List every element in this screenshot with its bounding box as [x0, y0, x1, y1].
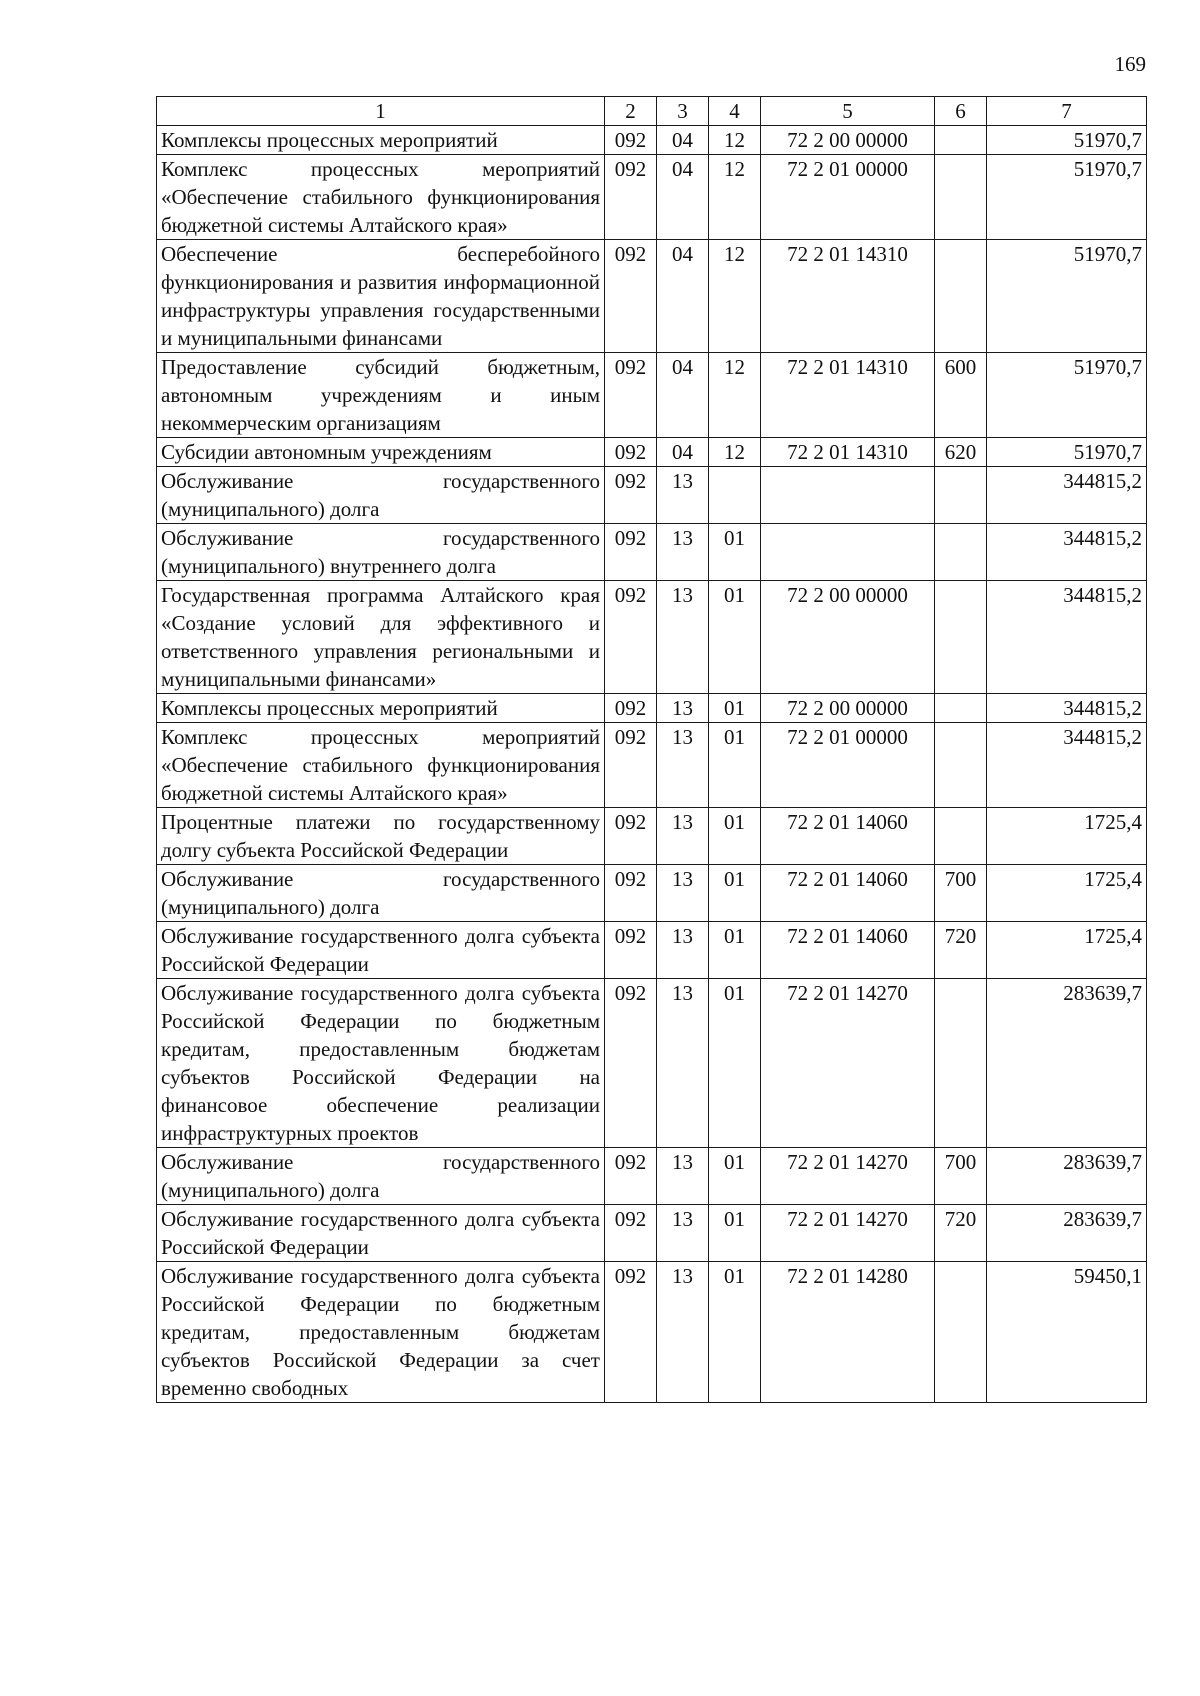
table-row [157, 1148, 1147, 1205]
column-header: 1 [157, 97, 605, 126]
item-name-cell: Государственная программа Алтайского края «Создание условий для эффективного и ответственного управления региональными и муниципальными финансами» [157, 581, 605, 694]
ministry-code-cell: 092 [605, 979, 657, 1148]
table-row [157, 979, 1147, 1148]
amount-cell: 51970,7 [987, 438, 1147, 467]
table-row [157, 808, 1147, 865]
target-item-cell: 72 2 01 14310 [761, 438, 935, 467]
item-name-cell: Обслуживание государственного долга субъекта Российской Федерации [157, 1205, 605, 1262]
subsection-cell: 01 [709, 979, 761, 1148]
section-cell: 13 [657, 865, 709, 922]
table-row [157, 1262, 1147, 1403]
expense-type-cell: 620 [935, 438, 987, 467]
amount-cell: 59450,1 [987, 1262, 1147, 1403]
expense-type-cell: 700 [935, 1148, 987, 1205]
ministry-code-cell: 092 [605, 1262, 657, 1403]
table-row [157, 467, 1147, 524]
ministry-code-cell: 092 [605, 353, 657, 438]
expense-type-cell [935, 155, 987, 240]
amount-cell: 51970,7 [987, 353, 1147, 438]
target-item-cell: 72 2 01 00000 [761, 723, 935, 808]
table-row [157, 126, 1147, 155]
expense-type-cell [935, 240, 987, 353]
table-row [157, 353, 1147, 438]
table-row [157, 524, 1147, 581]
subsection-cell: 01 [709, 1205, 761, 1262]
subsection-cell: 01 [709, 808, 761, 865]
expense-type-cell [935, 723, 987, 808]
expense-type-cell [935, 467, 987, 524]
expense-type-cell [935, 126, 987, 155]
subsection-cell: 01 [709, 1148, 761, 1205]
item-name-cell: Обслуживание государственного долга субъекта Российской Федерации [157, 922, 605, 979]
item-name-cell: Комплексы процессных мероприятий [157, 126, 605, 155]
ministry-code-cell: 092 [605, 694, 657, 723]
section-cell: 13 [657, 808, 709, 865]
expense-type-cell [935, 808, 987, 865]
subsection-cell: 12 [709, 126, 761, 155]
table-row [157, 155, 1147, 240]
target-item-cell: 72 2 01 14060 [761, 865, 935, 922]
amount-cell: 51970,7 [987, 240, 1147, 353]
ministry-code-cell: 092 [605, 467, 657, 524]
item-name-cell: Комплексы процессных мероприятий [157, 694, 605, 723]
target-item-cell: 72 2 00 00000 [761, 581, 935, 694]
amount-cell: 344815,2 [987, 723, 1147, 808]
table-row [157, 438, 1147, 467]
table-row [157, 1205, 1147, 1262]
ministry-code-cell: 092 [605, 1148, 657, 1205]
amount-cell: 1725,4 [987, 865, 1147, 922]
section-cell: 04 [657, 155, 709, 240]
expense-type-cell [935, 1262, 987, 1403]
amount-cell: 344815,2 [987, 581, 1147, 694]
target-item-cell: 72 2 01 14270 [761, 1148, 935, 1205]
section-cell: 13 [657, 581, 709, 694]
column-header: 4 [709, 97, 761, 126]
amount-cell: 344815,2 [987, 467, 1147, 524]
expense-type-cell [935, 581, 987, 694]
table-row [157, 581, 1147, 694]
subsection-cell: 01 [709, 581, 761, 694]
expense-type-cell: 600 [935, 353, 987, 438]
target-item-cell: 72 2 01 14310 [761, 240, 935, 353]
item-name-cell: Обслуживание государственного (муниципального) долга [157, 467, 605, 524]
target-item-cell: 72 2 01 14270 [761, 979, 935, 1148]
target-item-cell [761, 467, 935, 524]
amount-cell: 283639,7 [987, 979, 1147, 1148]
amount-cell: 283639,7 [987, 1205, 1147, 1262]
header-row [157, 97, 1147, 126]
section-cell: 04 [657, 353, 709, 438]
target-item-cell: 72 2 01 14280 [761, 1262, 935, 1403]
target-item-cell: 72 2 00 00000 [761, 694, 935, 723]
subsection-cell: 01 [709, 922, 761, 979]
section-cell: 13 [657, 723, 709, 808]
section-cell: 13 [657, 467, 709, 524]
ministry-code-cell: 092 [605, 1205, 657, 1262]
item-name-cell: Обслуживание государственного долга субъекта Российской Федерации по бюджетным кредитам, предоставленным бюджетам субъектов Российской Федерации за счет временно свободных [157, 1262, 605, 1403]
subsection-cell [709, 467, 761, 524]
ministry-code-cell: 092 [605, 240, 657, 353]
item-name-cell: Субсидии автономным учреждениям [157, 438, 605, 467]
item-name-cell: Обслуживание государственного (муниципального) долга [157, 1148, 605, 1205]
section-cell: 04 [657, 240, 709, 353]
subsection-cell: 12 [709, 438, 761, 467]
subsection-cell: 01 [709, 865, 761, 922]
ministry-code-cell: 092 [605, 922, 657, 979]
column-header: 7 [987, 97, 1147, 126]
amount-cell: 51970,7 [987, 155, 1147, 240]
page-number: 169 [1114, 52, 1146, 76]
table-row [157, 922, 1147, 979]
section-cell: 13 [657, 694, 709, 723]
target-item-cell [761, 524, 935, 581]
subsection-cell: 12 [709, 353, 761, 438]
table-row [157, 240, 1147, 353]
amount-cell: 1725,4 [987, 808, 1147, 865]
expense-type-cell: 720 [935, 922, 987, 979]
expense-type-cell [935, 524, 987, 581]
expense-type-cell [935, 979, 987, 1148]
section-cell: 13 [657, 979, 709, 1148]
section-cell: 04 [657, 126, 709, 155]
ministry-code-cell: 092 [605, 155, 657, 240]
column-header: 5 [761, 97, 935, 126]
ministry-code-cell: 092 [605, 524, 657, 581]
amount-cell: 344815,2 [987, 694, 1147, 723]
column-header: 3 [657, 97, 709, 126]
target-item-cell: 72 2 01 14270 [761, 1205, 935, 1262]
ministry-code-cell: 092 [605, 126, 657, 155]
column-header: 6 [935, 97, 987, 126]
budget-table [156, 96, 1147, 1403]
subsection-cell: 01 [709, 723, 761, 808]
item-name-cell: Комплекс процессных мероприятий «Обеспечение стабильного функционирования бюджетной системы Алтайского края» [157, 155, 605, 240]
expense-type-cell: 720 [935, 1205, 987, 1262]
section-cell: 13 [657, 922, 709, 979]
expense-type-cell [935, 694, 987, 723]
amount-cell: 344815,2 [987, 524, 1147, 581]
target-item-cell: 72 2 01 00000 [761, 155, 935, 240]
target-item-cell: 72 2 00 00000 [761, 126, 935, 155]
section-cell: 13 [657, 1148, 709, 1205]
table-row [157, 865, 1147, 922]
ministry-code-cell: 092 [605, 438, 657, 467]
section-cell: 13 [657, 1262, 709, 1403]
subsection-cell: 12 [709, 240, 761, 353]
section-cell: 04 [657, 438, 709, 467]
amount-cell: 1725,4 [987, 922, 1147, 979]
ministry-code-cell: 092 [605, 808, 657, 865]
table-row [157, 694, 1147, 723]
target-item-cell: 72 2 01 14310 [761, 353, 935, 438]
subsection-cell: 01 [709, 1262, 761, 1403]
item-name-cell: Обслуживание государственного долга субъекта Российской Федерации по бюджетным кредитам, предоставленным бюджетам субъектов Российской Федерации на финансовое обеспечение реализации инфраструктурных проектов [157, 979, 605, 1148]
table-row [157, 723, 1147, 808]
ministry-code-cell: 092 [605, 865, 657, 922]
amount-cell: 51970,7 [987, 126, 1147, 155]
target-item-cell: 72 2 01 14060 [761, 808, 935, 865]
ministry-code-cell: 092 [605, 581, 657, 694]
target-item-cell: 72 2 01 14060 [761, 922, 935, 979]
subsection-cell: 12 [709, 155, 761, 240]
item-name-cell: Обеспечение бесперебойного функционирования и развития информационной инфраструктуры управления государственными и муниципальными финансами [157, 240, 605, 353]
ministry-code-cell: 092 [605, 723, 657, 808]
amount-cell: 283639,7 [987, 1148, 1147, 1205]
subsection-cell: 01 [709, 694, 761, 723]
column-header: 2 [605, 97, 657, 126]
item-name-cell: Обслуживание государственного (муниципального) долга [157, 865, 605, 922]
expense-type-cell: 700 [935, 865, 987, 922]
item-name-cell: Комплекс процессных мероприятий «Обеспечение стабильного функционирования бюджетной системы Алтайского края» [157, 723, 605, 808]
table-body [157, 126, 1147, 1403]
item-name-cell: Обслуживание государственного (муниципального) внутреннего долга [157, 524, 605, 581]
subsection-cell: 01 [709, 524, 761, 581]
section-cell: 13 [657, 524, 709, 581]
item-name-cell: Предоставление субсидий бюджетным, автономным учреждениям и иным некоммерческим организациям [157, 353, 605, 438]
section-cell: 13 [657, 1205, 709, 1262]
item-name-cell: Процентные платежи по государственному долгу субъекта Российской Федерации [157, 808, 605, 865]
